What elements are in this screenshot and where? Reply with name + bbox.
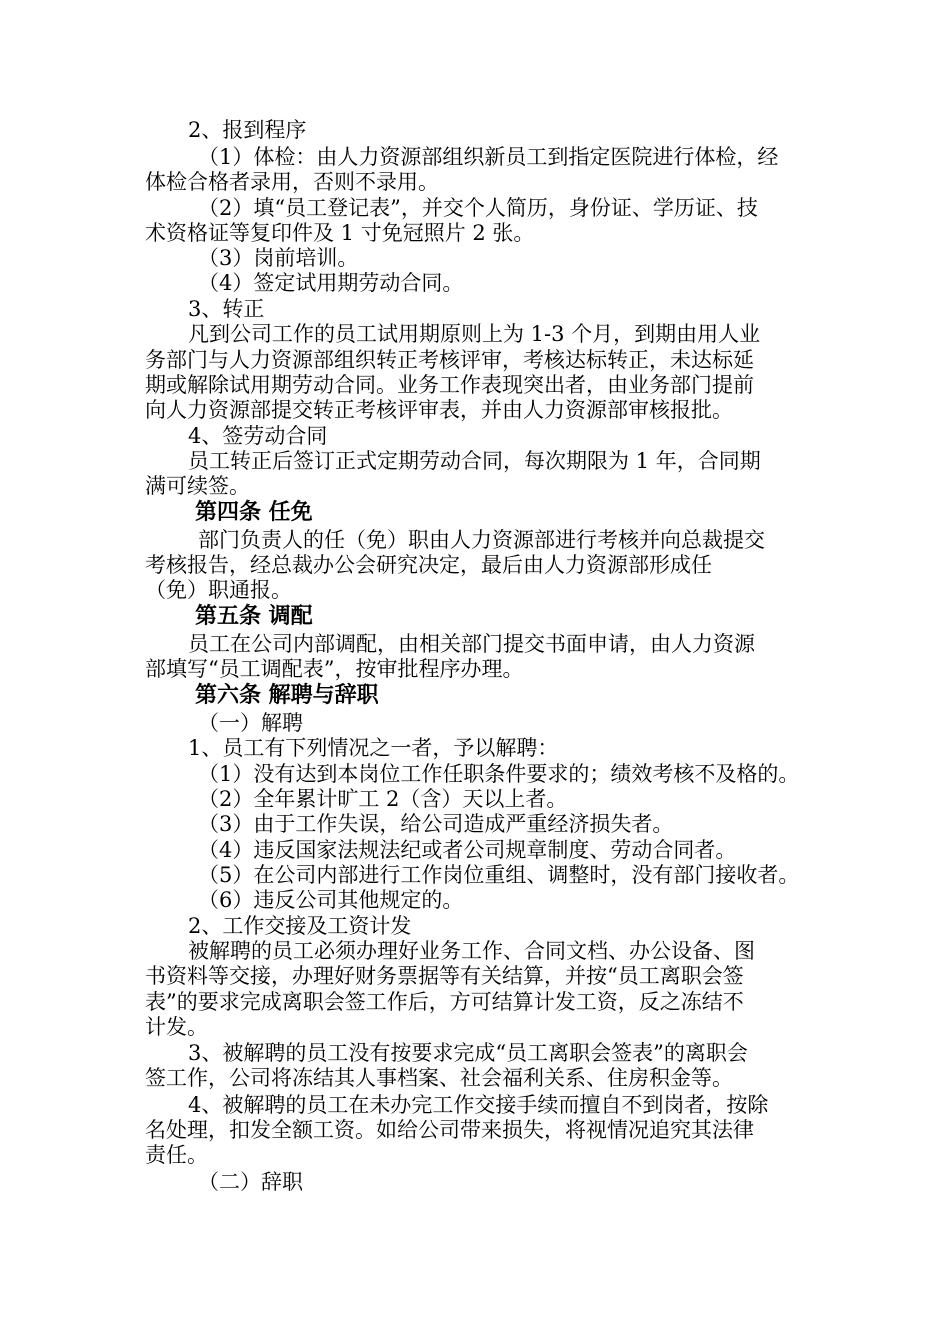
subheading-handover: 2、工作交接及工资计发 [188,914,412,938]
article-6-heading: 第六条 解聘与辞职 [195,683,379,708]
list-item: （3）由于工作失误，给公司造成严重经济损失者。 [198,812,674,836]
subheading-confirmation: 3、转正 [188,297,265,321]
paragraph-line: （4）签定试用期劳动合同。 [198,271,464,295]
paragraph-line: 部填写“员工调配表”，按审批程序办理。 [145,657,524,681]
paragraph-line: 满可续签。 [145,474,250,498]
list-item: （4）违反国家法规法纪或者公司规章制度、劳动合同者。 [198,838,737,862]
paragraph-line: 部门负责人的任（免）职由人力资源部进行考核并向总裁提交 [198,528,765,552]
article-4-heading: 第四条 任免 [195,500,313,525]
paragraph-line: （免）职通报。 [145,578,292,602]
subheading-report-procedure: 2、报到程序 [188,118,307,142]
list-item: （1）没有达到本岗位工作任职条件要求的；绩效考核不及格的。 [198,762,800,786]
list-item: （6）违反公司其他规定的。 [198,888,464,912]
paragraph-line: 书资料等交接，办理好财务票据等有关结算，并按“员工离职会签 [145,964,744,988]
paragraph-line: 被解聘的员工必须办理好业务工作、合同文档、办公设备、图 [188,939,755,963]
paragraph-line: 表”的要求完成离职会签工作后，方可结算计发工资，反之冻结不 [145,990,744,1014]
paragraph-line: 考核报告，经总裁办公会研究决定，最后由人力资源部形成任 [145,553,712,577]
subheading-dismissal: （一）解聘 [198,711,303,735]
paragraph-line: 员工转正后签订正式定期劳动合同，每次期限为 1 年，合同期 [188,449,761,473]
paragraph-line: 1、员工有下列情况之一者，予以解聘： [188,736,559,760]
paragraph-line: 期或解除试用期劳动合同。业务工作表现突出者，由业务部门提前 [145,373,754,397]
subheading-labor-contract: 4、签劳动合同 [188,424,328,448]
subheading-resignation: （二）辞职 [198,1170,303,1194]
paragraph-line: （3）岗前培训。 [198,246,359,270]
paragraph-line: 体检合格者录用，否则不录用。 [145,170,439,194]
list-item: （2）全年累计旷工 2（含）天以上者。 [198,787,568,811]
paragraph-line: 凡到公司工作的员工试用期原则上为 1-3 个月，到期由用人业 [188,322,761,346]
paragraph-line: 签工作，公司将冻结其人事档案、社会福利关系、住房积金等。 [145,1066,733,1090]
paragraph-line: （1）体检：由人力资源部组织新员工到指定医院进行体检，经 [198,145,779,169]
paragraph-line: 4、被解聘的员工在未办完工作交接手续而擅自不到岗者，按除 [188,1093,769,1117]
paragraph-line: 务部门与人力资源部组织转正考核评审，考核达标转正，未达标延 [145,348,754,372]
paragraph-line: 向人力资源部提交转正考核评审表，并由人力资源部审核报批。 [145,398,733,422]
paragraph-line: 术资格证等复印件及 1 寸免冠照片 2 张。 [145,221,535,245]
paragraph-line: 3、被解聘的员工没有按要求完成“员工离职会签表”的离职会 [188,1041,748,1065]
paragraph-line: 名处理，扣发全额工资。如给公司带来损失，将视情况追究其法律 [145,1118,754,1142]
paragraph-line: （2）填“员工登记表”，并交个人简历，身份证、学历证、技 [198,196,758,220]
article-5-heading: 第五条 调配 [195,604,313,629]
paragraph-line: 计发。 [145,1015,208,1039]
list-item: （5）在公司内部进行工作岗位重组、调整时，没有部门接收者。 [198,863,800,887]
paragraph-line: 责任。 [145,1143,208,1167]
paragraph-line: 员工在公司内部调配，由相关部门提交书面申请，由人力资源 [188,632,755,656]
